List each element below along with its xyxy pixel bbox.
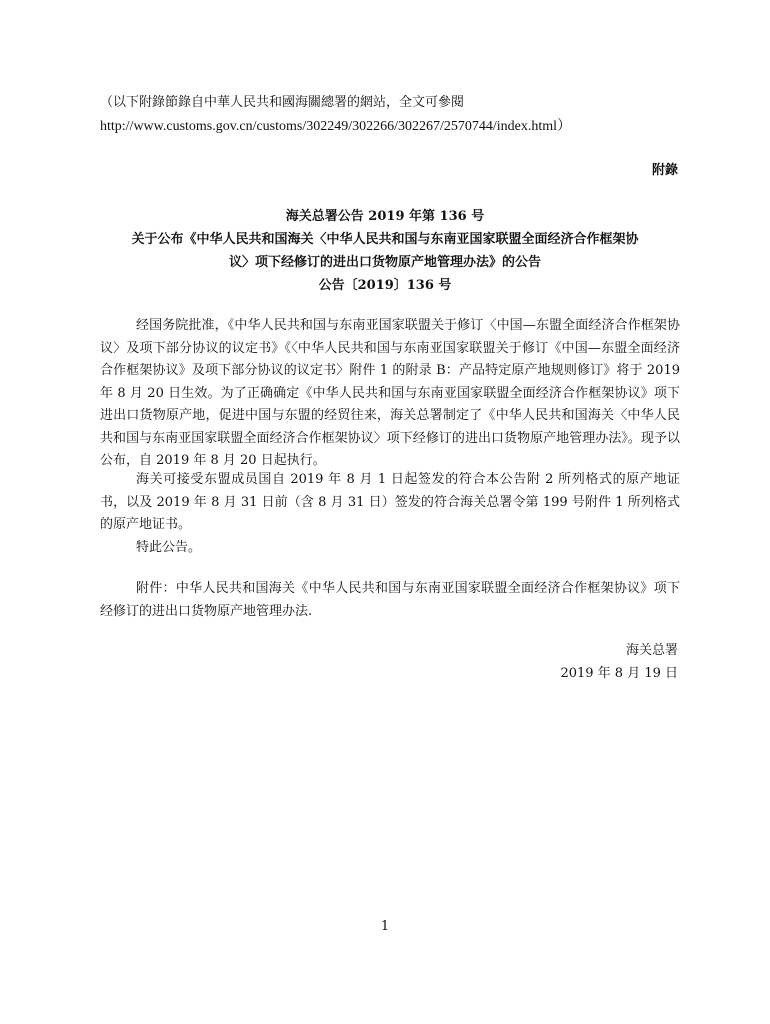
signature-issuer: 海关总署 (625, 643, 678, 658)
source-note-line1: （以下附錄節錄自中華人民共和國海關總署的網站，全文可參閱 (100, 95, 465, 110)
body-paragraph-1: 经国务院批准，《中华人民共和国与东南亚国家联盟关于修订〈中国—东盟全面经济合作框架协议〉及项下部分协议的议定书》《〈中华人民共和国与东南亚国家联盟关于修订《中国—东盟全面经济合作框架协议》及项下部分协议的议定书〉附件 1 的附录 B：产品特定原产地规则修订》将于 2019 年 8 月 20 日生效。为了正确确定《中华人民共和国与东南亚国家联盟全面经济合作框架协议》项下进出口货物原产地，促进中国与东盟的经贸往来，海关总署制定了《中华人民共和国海关〈中华人民共和国与东南亚国家联盟全面经济合作框架协议〉项下经修订的进出口货物原产地管理办法》。现予以公布，自 2019 年 8 月 20 日起执行。 (100, 318, 680, 468)
source-note-url: http://www.customs.gov.cn/customs/302249/302266/302267/2570744/index.html） (100, 119, 572, 134)
announcement-code: 公告〔2019〕136 号 (318, 278, 452, 293)
announcement-title-line2: 议〉项下经修订的进出口货物原产地管理办法》的公告 (228, 255, 541, 270)
body-paragraph-2: 海关可接受东盟成员国自 2019 年 8 月 1 日起签发的符合本公告附 2 所列格式的原产地证书，以及 2019 年 8 月 31 日前（含 8 月 31 日）签发的符合海关总署令第 199 号附件 1 所列格式的原产地证书。 (100, 472, 680, 532)
announcement-number: 海关总署公告 2019 年第 136 号 (285, 209, 485, 224)
signature-date: 2019 年 8 月 19 日 (560, 666, 678, 681)
body-paragraph-3: 特此公告。 (136, 540, 202, 555)
page-number: 1 (380, 919, 390, 934)
announcement-title-line1: 关于公布《中华人民共和国海关〈中华人民共和国与东南亚国家联盟全面经济合作框架协 (131, 232, 639, 247)
attachment-note: 附件：中华人民共和国海关《中华人民共和国与东南亚国家联盟全面经济合作框架协议》项下经修订的进出口货物原产地管理办法. (100, 581, 680, 619)
appendix-label: 附錄 (651, 163, 678, 178)
